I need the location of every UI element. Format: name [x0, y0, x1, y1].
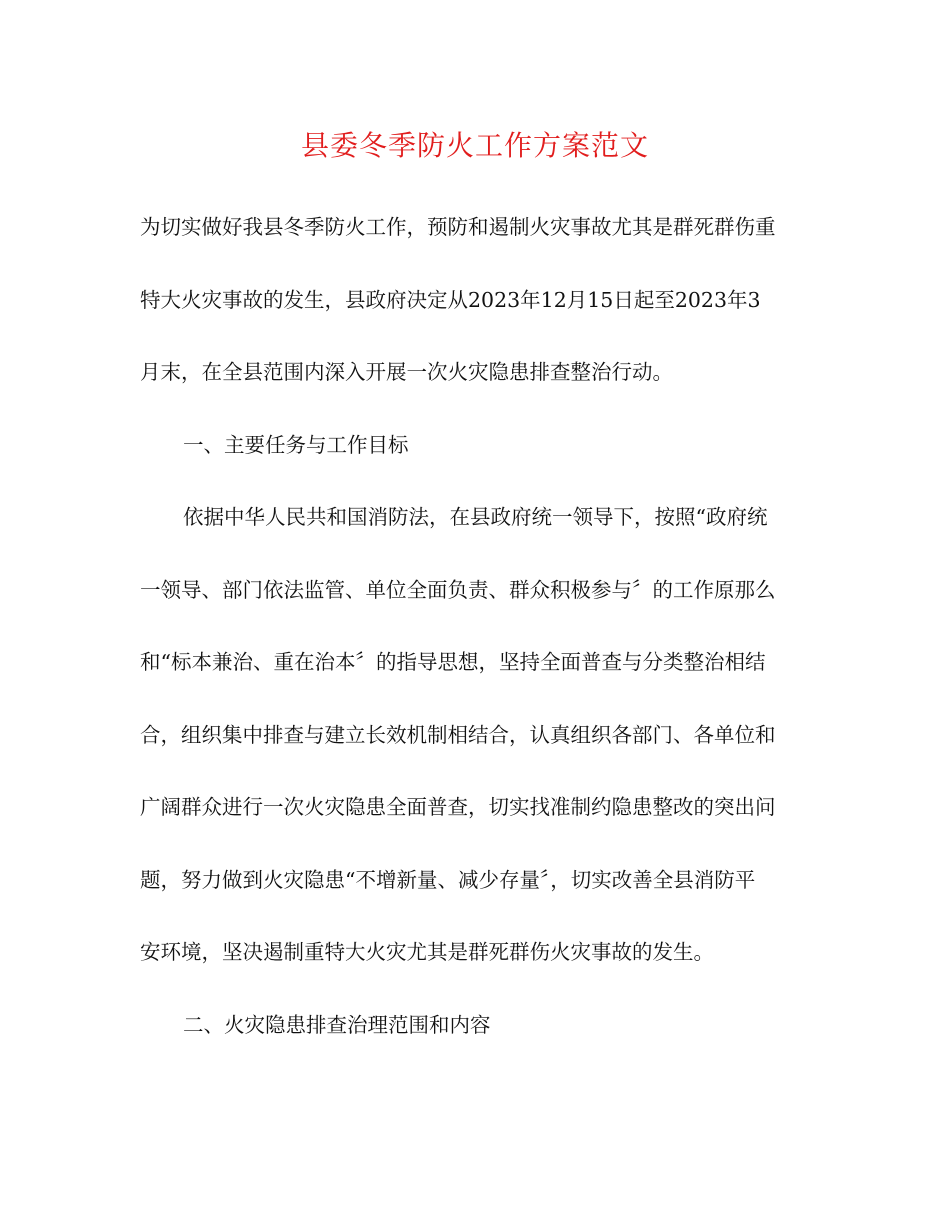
paragraph-2-line-5: 广阔群众进行一次火灾隐患全面普查，切实找准制约隐患整改的突出问 — [140, 795, 776, 819]
paragraph-1-line-1: 为切实做好我县冬季防火工作，预防和遏制火灾事故尤其是群死群伤重 — [140, 215, 776, 239]
paragraph-2-line-6: 题，努力做到火灾隐患“不增新量、减少存量〞，切实改善全县消防平 — [140, 867, 756, 892]
paragraph-2-line-1: 依据中华人民共和国消防法，在县政府统一领导下，按照“政府统 — [183, 505, 768, 529]
paragraph-1-line-3: 月末，在全县范围内深入开展一次火灾隐患排查整治行动。 — [140, 360, 673, 384]
document-title: 县委冬季防火工作方案范文 — [300, 129, 649, 162]
section-heading-1: 一、主要任务与工作目标 — [183, 432, 409, 457]
paragraph-1-line-2: 特大火灾事故的发生，县政府决定从2023年12月15日起至2023年3 — [140, 287, 761, 312]
paragraph-2-line-7: 安环境，坚决遏制重特大火灾尤其是群死群伤火灾事故的发生。 — [140, 940, 714, 964]
section-heading-2: 二、火灾隐患排查治理范围和内容 — [183, 1012, 491, 1037]
body-text — [140, 191, 815, 1061]
paragraph-2-line-3: 和“标本兼治、重在治本〞的指导思想，坚持全面普查与分类整治相结 — [140, 650, 766, 674]
paragraph-2-line-2: 一领导、部门依法监管、单位全面负责、群众积极参与〞的工作原那么 — [140, 577, 776, 602]
paragraph-2-line-4: 合，组织集中排查与建立长效机制相结合，认真组织各部门、各单位和 — [140, 722, 776, 747]
